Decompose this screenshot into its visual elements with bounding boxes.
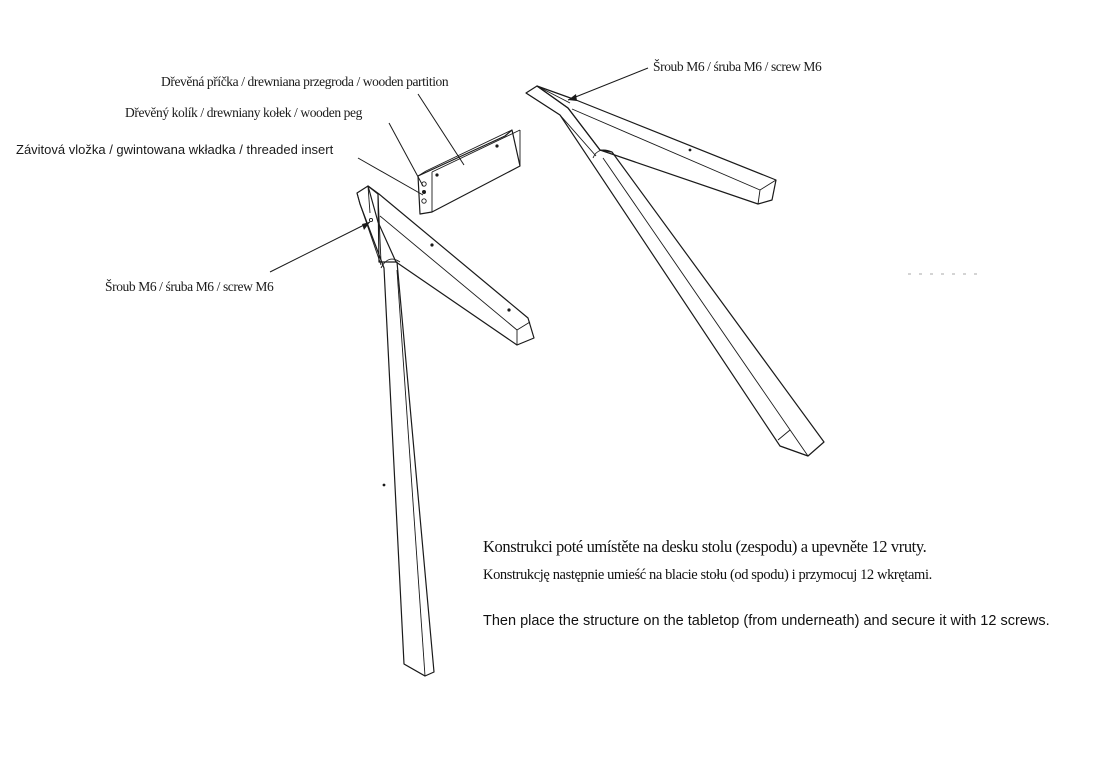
- label-screw-left: Šroub M6 / śruba M6 / screw M6: [105, 279, 274, 294]
- instruction-english: Then place the structure on the tabletop (from underneath) and secure it with 12 screws.: [483, 613, 1050, 629]
- right-leg-post: [526, 86, 824, 456]
- wooden-partition-block: [418, 130, 520, 214]
- label-wooden-peg: Dřevěný kolík / drewniany kołek / wooden peg: [125, 105, 362, 120]
- label-wooden-partition: Dřevěná příčka / drewniana przegroda / wooden partition: [161, 74, 449, 89]
- instruction-polish: Konstrukcję następnie umieść na blacie stołu (od spodu) i przymocuj 12 wkrętami.: [483, 567, 932, 583]
- leader-lines: [270, 68, 648, 272]
- leader-screw-right: [568, 68, 648, 100]
- label-screw-right: Šroub M6 / śruba M6 / screw M6: [653, 59, 822, 74]
- leader-wooden-peg: [389, 123, 423, 186]
- leader-wooden-partition: [418, 94, 464, 165]
- left-leg-frame: [357, 186, 534, 676]
- leader-screw-left: [270, 222, 370, 272]
- instruction-czech: Konstrukci poté umístěte na desku stolu (zespodu) a upevněte 12 vruty.: [483, 537, 927, 556]
- right-leg-frame: [526, 86, 824, 456]
- label-threaded-insert: Závitová vložka / gwintowana wkładka / threaded insert: [16, 142, 334, 157]
- left-diagonal-brace: [368, 186, 534, 345]
- leader-threaded-insert: [358, 158, 423, 195]
